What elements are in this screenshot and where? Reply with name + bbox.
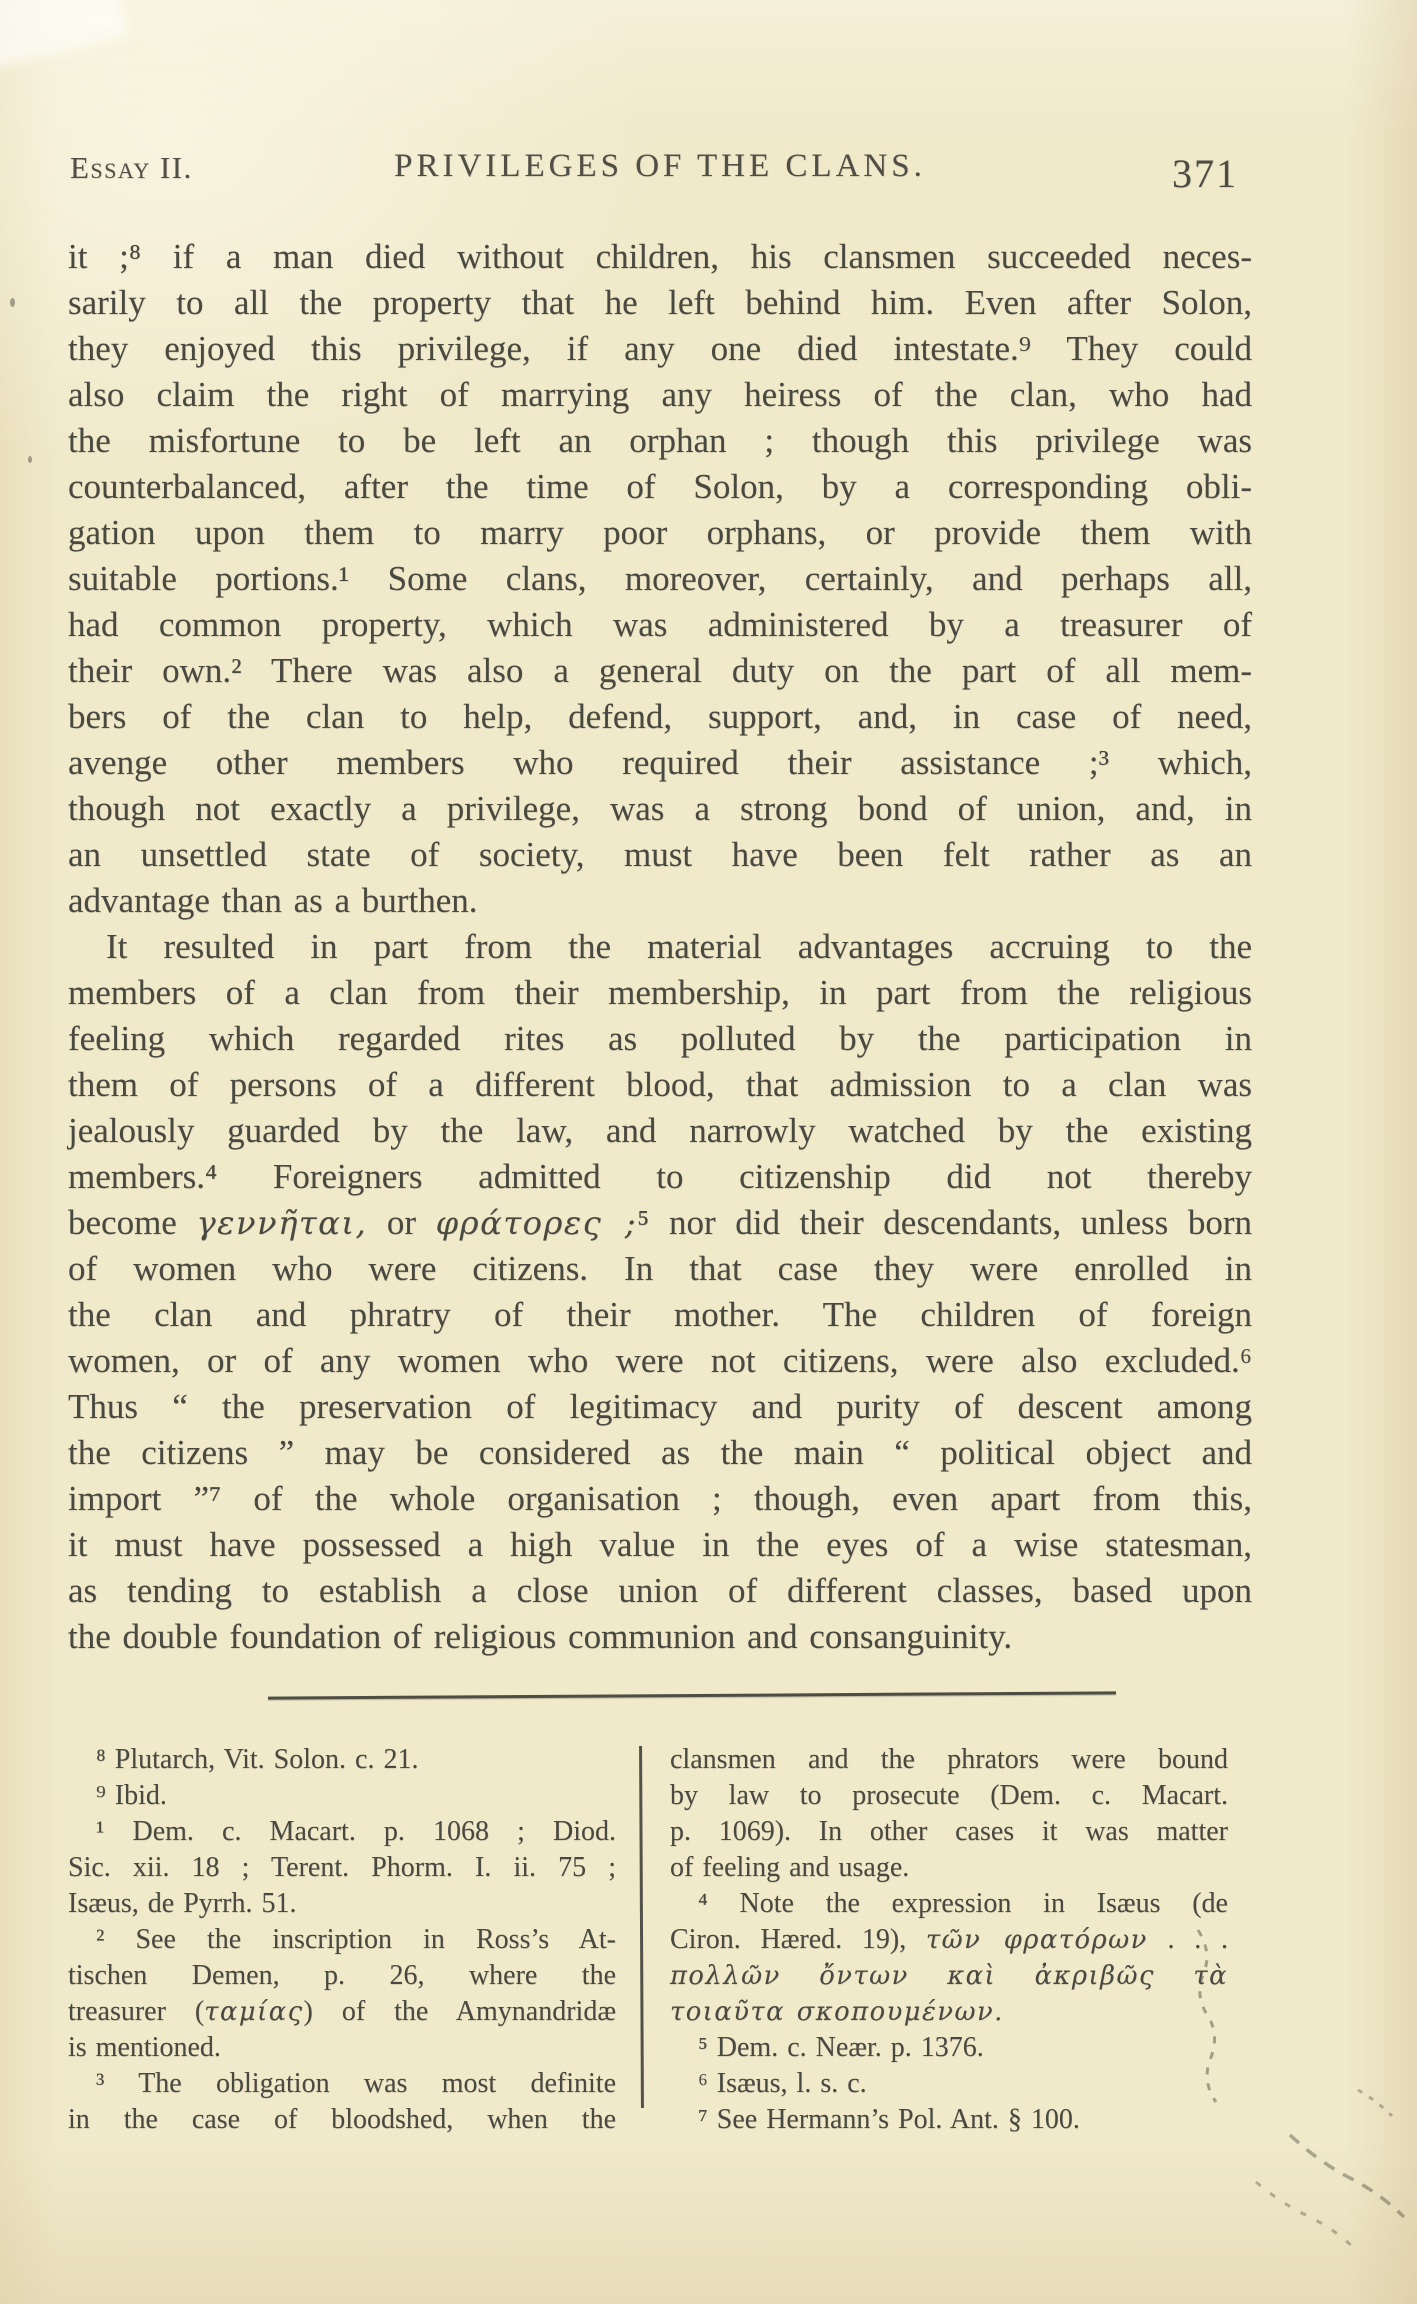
text-line: of women who were citizens. In that case they were enrolled in (68, 1249, 1252, 1288)
text-line: import ”⁷ of the whole organisation ; though, even apart from this, (68, 1479, 1252, 1518)
text-line: in the case of bloodshed, when the (68, 2104, 616, 2135)
text-line: ⁴ Note the expression in Isæus (de (698, 1888, 1228, 1919)
text-line: ⁷ See Hermann’s Pol. Ant. § 100. (698, 2104, 1080, 2135)
greek-phrase: ταμίας (204, 1997, 304, 2027)
greek-phrase: πολλῶν ὄντων καὶ ἀκριβῶς τὰ (670, 1961, 1228, 1991)
text-line: the misfortune to be left an orphan ; though this privilege was (68, 421, 1252, 460)
text-line: by law to prosecute (Dem. c. Macart. (670, 1780, 1228, 1811)
text-line: their own.² There was also a general duty on the part of all mem- (68, 651, 1252, 690)
text-line: Sic. xii. 18 ; Terent. Phorm. I. ii. 75 ; (68, 1852, 616, 1883)
text-line: it ;⁸ if a man died without children, his clansmen succeeded neces- (68, 237, 1252, 276)
text-line: ¹ Dem. c. Macart. p. 1068 ; Diod. (96, 1816, 616, 1847)
text-line: an unsettled state of society, must have been felt rather as an (68, 835, 1252, 874)
page-body-text (68, 234, 1252, 1660)
text-line (670, 1994, 1228, 2030)
text-line: it must have possessed a high value in the eyes of a wise statesman, (68, 1525, 1252, 1564)
text-line: is mentioned. (68, 2032, 221, 2063)
text-line: clansmen and the phrators were bound (670, 1744, 1228, 1775)
scan-artifact-speck (10, 298, 15, 307)
text-line: Isæus, de Pyrrh. 51. (68, 1888, 297, 1919)
text-line: ⁵ Dem. c. Neær. p. 1376. (698, 2032, 984, 2063)
text-line: of feeling and usage. (670, 1852, 910, 1883)
text-line: the clan and phratry of their mother. The children of foreign (68, 1295, 1252, 1334)
page-number: 371 (1172, 151, 1238, 196)
text-line: they enjoyed this privilege, if any one died intestate.⁹ They could (68, 329, 1252, 368)
text-line: ⁹ Ibid. (96, 1780, 167, 1811)
greek-phrase: τῶν φρατόρων (925, 1925, 1148, 1955)
text-line: treasurer (ταμίας) of the Amynandridæ (68, 1996, 616, 2027)
running-title: PRIVILEGES OF THE CLANS. (394, 148, 926, 184)
text-line: sarily to all the property that he left behind him. Even after Solon, (68, 283, 1252, 322)
text-line: feeling which regarded rites as polluted by the participation in (68, 1019, 1252, 1058)
footnote-column-left (68, 1742, 616, 2138)
text-line: It resulted in part from the material advantages accruing to the (106, 927, 1252, 966)
text-line: jealously guarded by the law, and narrowly watched by the existing (68, 1111, 1252, 1150)
greek-phrase: φράτορες ; (435, 1204, 638, 1242)
text-line: counterbalanced, after the time of Solon, by a corresponding obli- (68, 467, 1252, 506)
header-section-label: Essay II. (70, 150, 193, 185)
text-line: ² See the inscription in Ross’s At- (96, 1924, 616, 1955)
text-line: bers of the clan to help, defend, support, and, in case of need, (68, 697, 1252, 736)
greek-phrase: γεννῆται, (196, 1204, 368, 1242)
greek-phrase: τοιαῦτα σκοπουμένων. (670, 1997, 1004, 2027)
text-line (670, 1958, 1228, 1994)
footnote-separator-rule (268, 1691, 1116, 1699)
text-line: members.⁴ Foreigners admitted to citizenship did not thereby (68, 1157, 1252, 1196)
text-line: become γεννῆται, or φράτορες ;⁵ nor did their descendants, unless born (68, 1203, 1252, 1242)
text-line: as tending to establish a close union of different classes, based upon (68, 1571, 1252, 1610)
text-line: Thus “ the preservation of legitimacy and purity of descent among (68, 1387, 1252, 1426)
text-line: gation upon them to marry poor orphans, or provide them with (68, 513, 1252, 552)
text-line: members of a clan from their membership, in part from the religious (68, 973, 1252, 1012)
text-line: though not exactly a privilege, was a strong bond of union, and, in (68, 789, 1252, 828)
text-line: ³ The obligation was most definite (96, 2068, 616, 2099)
scan-artifact-speck (28, 456, 32, 463)
text-line: them of persons of a different blood, that admission to a clan was (68, 1065, 1252, 1104)
text-line: advantage than as a burthen. (68, 881, 478, 920)
text-line: the double foundation of religious communion and consanguinity. (68, 1617, 1013, 1656)
text-line: suitable portions.¹ Some clans, moreover, certainly, and perhaps all, (68, 559, 1252, 598)
text-line: p. 1069). In other cases it was matter (670, 1816, 1228, 1847)
text-line: tischen Demen, p. 26, where the (68, 1960, 616, 1991)
text-line: the citizens ” may be considered as the main “ political object and (68, 1433, 1252, 1472)
text-line: avenge other members who required their assistance ;³ which, (68, 743, 1252, 782)
footnote-column-right (670, 1742, 1228, 2138)
text-line: women, or of any women who were not citizens, were also excluded.⁶ (68, 1341, 1252, 1380)
footnote-column-divider (639, 1746, 644, 2108)
text-line: also claim the right of marrying any heiress of the clan, who had (68, 375, 1252, 414)
text-line: ⁶ Isæus, l. s. c. (698, 2068, 867, 2099)
text-line: had common property, which was administered by a treasurer of (68, 605, 1252, 644)
text-line: ⁸ Plutarch, Vit. Solon. c. 21. (96, 1744, 419, 1775)
text-line: Ciron. Hæred. 19), τῶν φρατόρων . . . (670, 1924, 1228, 1955)
